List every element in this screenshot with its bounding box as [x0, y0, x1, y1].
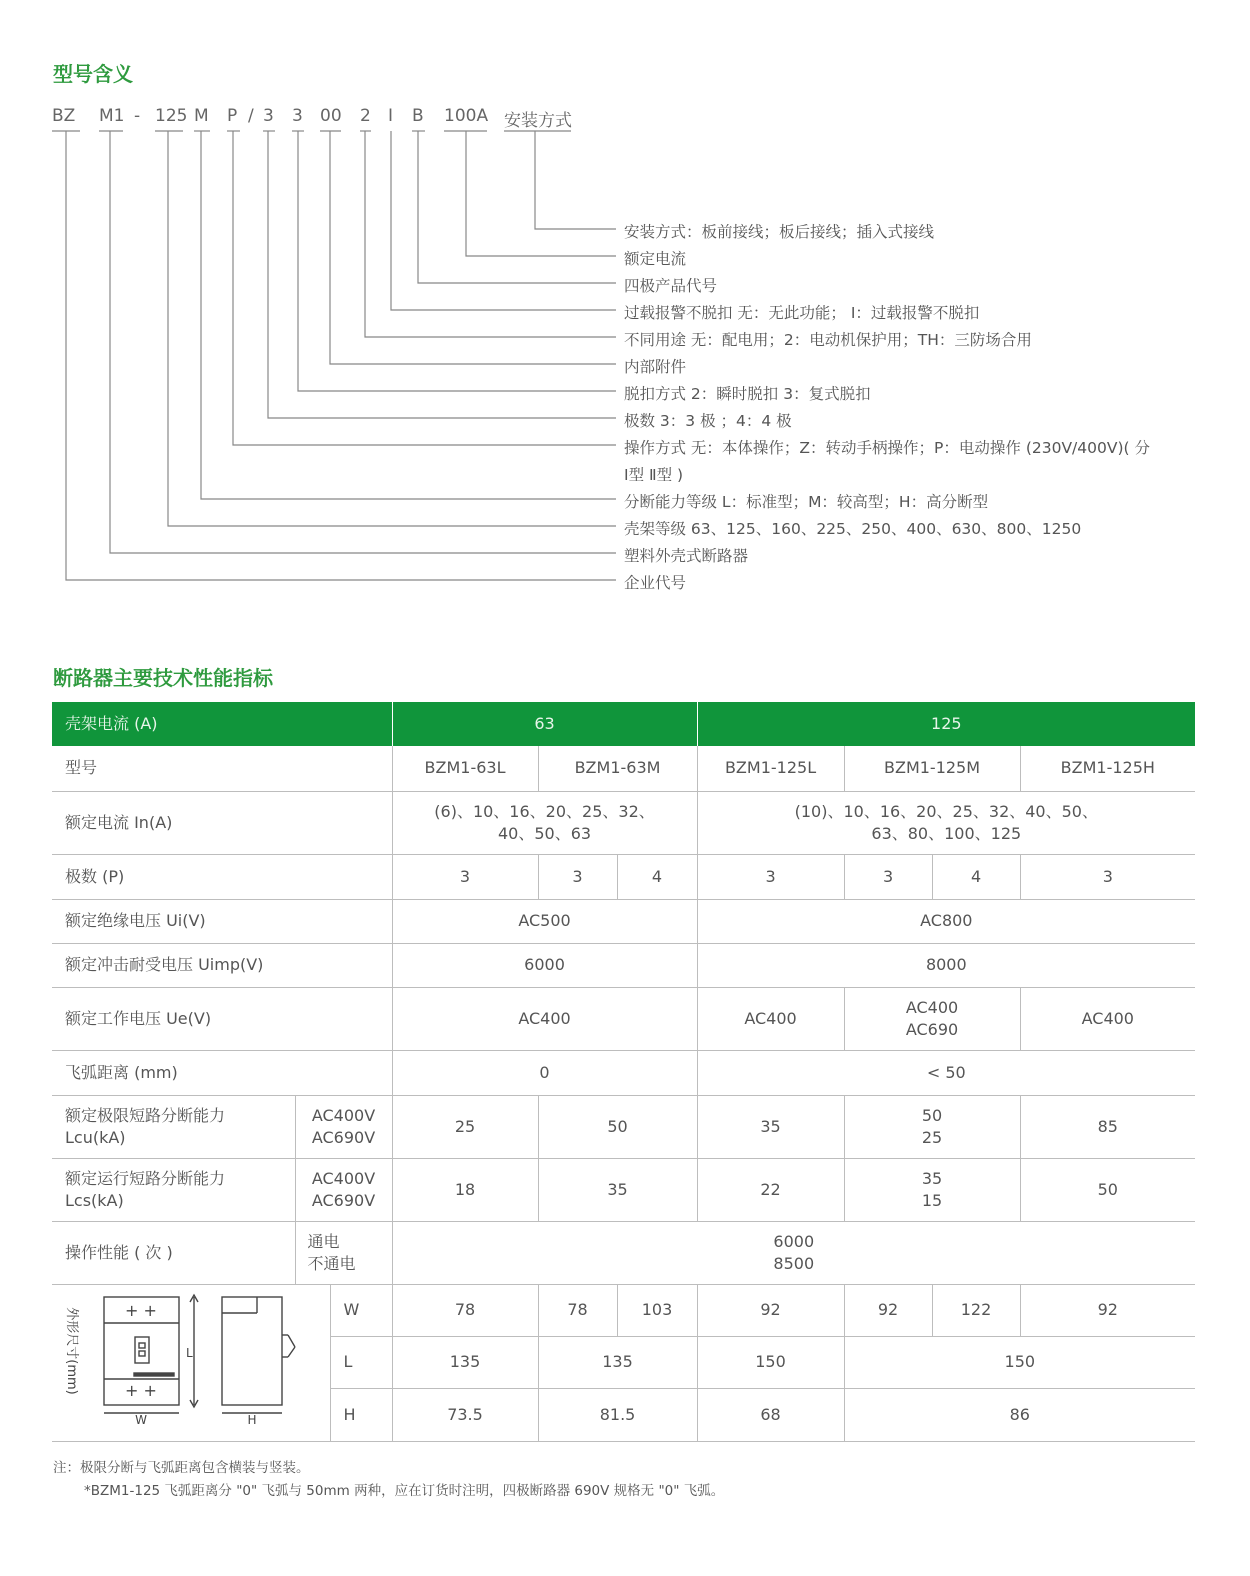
spec-table-title: 断路器主要技术性能指标 — [53, 666, 273, 690]
dim-h-63l: 73.5 — [392, 1389, 538, 1441]
lcu-125m-400: 50 — [921, 1105, 943, 1125]
poles-125m-3: 3 — [844, 854, 932, 899]
lcu-125h: 85 — [1020, 1095, 1195, 1158]
dim-w-63m-3: 78 — [538, 1284, 617, 1336]
code-part-bz: BZ — [52, 106, 76, 126]
rated-current-125-line2: 63、80、100、125 — [871, 823, 1022, 843]
desc-rated-current: 额定电流 — [624, 250, 687, 268]
uimp-label: 额定冲击耐受电压 Uimp(V) — [52, 943, 392, 987]
poles-label: 极数 (P) — [52, 854, 392, 899]
ue-label: 额定工作电压 Ue(V) — [52, 987, 392, 1050]
lcs-125l: 22 — [697, 1158, 844, 1221]
rated-current-63-line1: (6)、10、16、20、25、32、 — [434, 801, 655, 821]
ui-row — [52, 899, 1195, 943]
desc-company-code: 企业代号 — [624, 574, 687, 592]
code-part-b: B — [412, 106, 424, 126]
lcs-label-line2: Lcs(kA) — [65, 1190, 124, 1210]
poles-125l: 3 — [697, 854, 844, 899]
desc-usage: 不同用途 无：配电用；2：电动机保护用；TH：三防场合用 — [624, 331, 1032, 349]
dim-h-63m: 81.5 — [538, 1389, 697, 1441]
model-63m: BZM1-63M — [538, 746, 697, 791]
desc-internal-accessories: 内部附件 — [624, 358, 687, 376]
dimension-label: 外形尺寸(mm) — [64, 1306, 79, 1395]
ue-row — [52, 987, 1195, 1050]
ue-125m — [844, 987, 1020, 1050]
spec-table — [52, 702, 1195, 1442]
dim-w-125h: 92 — [1020, 1284, 1195, 1336]
uimp-125: 8000 — [697, 943, 1195, 987]
lcs-row — [52, 1158, 1195, 1221]
note-line-2: *BZM1-125 飞弧距离分 "0" 飞弧与 50mm 两种，应在订货时注明，四极断路器 690V 规格无 "0" 飞弧。 — [84, 1483, 725, 1499]
bottom-terminals-mark: + + — [125, 1380, 157, 1400]
ops-sub-powered: 通电 — [307, 1231, 340, 1251]
dim-w-row — [52, 1284, 1195, 1336]
ue-125m-line2: AC690 — [905, 1019, 959, 1039]
arc-row — [52, 1050, 1195, 1095]
dim-l-63m: 135 — [538, 1336, 697, 1388]
ue-125h: AC400 — [1020, 987, 1195, 1050]
code-part-125: 125 — [155, 106, 188, 126]
poles-63m-3: 3 — [538, 854, 617, 899]
code-part-p: P — [227, 106, 238, 126]
dimension-drawing-cell — [52, 1284, 330, 1441]
lcu-125m — [844, 1095, 1020, 1158]
dim-w-125m-3: 92 — [844, 1284, 932, 1336]
uimp-row — [52, 943, 1195, 987]
code-part-slash: / — [248, 106, 254, 126]
frame-125-header: 125 — [697, 702, 1195, 746]
rated-current-125 — [697, 791, 1195, 854]
code-part-2: 2 — [360, 106, 371, 126]
dim-h-125mh: 86 — [844, 1389, 1195, 1441]
model-row — [52, 746, 1195, 791]
frame-current-label: 壳架电流 (A) — [52, 702, 392, 746]
ue-63: AC400 — [392, 987, 697, 1050]
ui-label: 额定绝缘电压 Ui(V) — [52, 899, 392, 943]
lcs-63m: 35 — [538, 1158, 697, 1221]
lcs-63l: 18 — [392, 1158, 538, 1221]
rated-current-125-line1: (10)、10、16、20、25、32、40、50、 — [794, 801, 1098, 821]
ops-label: 操作性能 ( 次 ) — [52, 1221, 295, 1284]
dim-w-63m-4: 103 — [617, 1284, 697, 1336]
model-125l: BZM1-125L — [697, 746, 844, 791]
lcs-voltage-400: AC400V — [311, 1168, 376, 1188]
rated-current-63-line2: 40、50、63 — [497, 823, 592, 843]
lcu-125l: 35 — [697, 1095, 844, 1158]
note-line-1: 注：极限分断与飞弧距离包含横装与竖装。 — [53, 1460, 310, 1476]
rated-current-63 — [392, 791, 697, 854]
top-terminals-mark: + + — [125, 1300, 157, 1320]
lcu-label-line2: Lcu(kA) — [65, 1127, 126, 1147]
frame-63-header: 63 — [392, 702, 697, 746]
dim-h-label: H — [330, 1389, 392, 1441]
lcs-125m-400: 35 — [921, 1168, 943, 1188]
dim-h-125l: 68 — [697, 1389, 844, 1441]
poles-125h: 3 — [1020, 854, 1195, 899]
lcu-voltage-690: AC690V — [311, 1127, 376, 1147]
model-125m: BZM1-125M — [844, 746, 1020, 791]
dim-l-125l: 150 — [697, 1336, 844, 1388]
dim-w-125l: 92 — [697, 1284, 844, 1336]
dimension-drawing — [52, 1285, 330, 1435]
desc-trip-method: 脱扣方式 2：瞬时脱扣 3：复式脱扣 — [624, 385, 871, 403]
desc-frame-grade: 壳架等级 63、125、160、225、250、400、630、800、1250 — [624, 520, 1082, 538]
ue-125l: AC400 — [697, 987, 844, 1050]
lcu-label — [52, 1095, 295, 1158]
code-part-3b: 3 — [292, 106, 303, 126]
desc-poles: 极数 3：3 极 ；4：4 极 — [624, 412, 792, 430]
lcs-voltage — [295, 1158, 392, 1221]
code-part-00: 00 — [320, 106, 342, 126]
code-part-m1: M1 — [99, 106, 125, 126]
rated-current-row — [52, 791, 1195, 854]
desc-mccb: 塑料外壳式断路器 — [624, 547, 749, 565]
ui-63: AC500 — [392, 899, 697, 943]
ops-sub-unpowered: 不通电 — [307, 1253, 356, 1273]
code-part-dash: - — [134, 106, 141, 126]
desc-operation-mode-cont: Ⅰ型 Ⅱ型 ) — [624, 466, 684, 484]
dim-l-125mh: 150 — [844, 1336, 1195, 1388]
desc-operation-mode: 操作方式 无：本体操作；Z：转动手柄操作；P：电动操作 (230V/400V)( 分 — [624, 439, 1150, 457]
drawing-w-mark: W — [135, 1412, 147, 1427]
model-label: 型号 — [52, 746, 392, 791]
code-part-100a: 100A — [444, 106, 489, 126]
lcu-voltage-400: AC400V — [311, 1105, 376, 1125]
arc-125: < 50 — [697, 1050, 1195, 1095]
lcs-125h: 50 — [1020, 1158, 1195, 1221]
lcu-63m: 50 — [538, 1095, 697, 1158]
poles-63l: 3 — [392, 854, 538, 899]
desc-overload-alarm: 过载报警不脱扣 无：无此功能； Ⅰ：过载报警不脱扣 — [624, 304, 980, 322]
model-63l: BZM1-63L — [392, 746, 538, 791]
ui-125: AC800 — [697, 899, 1195, 943]
lcu-63l: 25 — [392, 1095, 538, 1158]
lcu-voltage — [295, 1095, 392, 1158]
arc-63: 0 — [392, 1050, 697, 1095]
lcu-row — [52, 1095, 1195, 1158]
code-part-3a: 3 — [263, 106, 274, 126]
dim-w-label: W — [330, 1284, 392, 1336]
lcs-label — [52, 1158, 295, 1221]
lcu-label-line1: 额定极限短路分断能力 — [65, 1105, 226, 1125]
drawing-l-mark: L — [186, 1345, 193, 1360]
ops-value-powered: 6000 — [773, 1231, 815, 1251]
lcu-125m-690: 25 — [921, 1127, 943, 1147]
handle-icon — [135, 1337, 149, 1363]
ops-sub — [295, 1221, 392, 1284]
poles-63m-4: 4 — [617, 854, 697, 899]
lcs-125m-690: 15 — [921, 1190, 943, 1210]
poles-row — [52, 854, 1195, 899]
drawing-h-mark: H — [247, 1412, 257, 1427]
code-part-m: M — [194, 106, 209, 126]
code-part-i: I — [388, 106, 394, 126]
desc-install-method: 安装方式：板前接线；板后接线；插入式接线 — [624, 223, 935, 241]
rated-current-label: 额定电流 In(A) — [52, 791, 392, 854]
ops-values — [392, 1221, 1195, 1284]
ops-value-unpowered: 8500 — [773, 1253, 815, 1273]
lcs-label-line1: 额定运行短路分断能力 — [65, 1168, 226, 1188]
desc-four-pole-code: 四极产品代号 — [624, 277, 718, 295]
dim-w-63l: 78 — [392, 1284, 538, 1336]
model-125h: BZM1-125H — [1020, 746, 1195, 791]
model-meaning-title: 型号含义 — [53, 62, 133, 86]
ue-125m-line1: AC400 — [905, 997, 959, 1017]
dim-w-125m-4: 122 — [932, 1284, 1020, 1336]
uimp-63: 6000 — [392, 943, 697, 987]
poles-125m-4: 4 — [932, 854, 1020, 899]
lcs-125m — [844, 1158, 1020, 1221]
desc-breaking-class: 分断能力等级 L：标准型；M：较高型；H：高分断型 — [624, 493, 989, 511]
dim-l-label: L — [330, 1336, 392, 1388]
dim-l-63l: 135 — [392, 1336, 538, 1388]
ops-row — [52, 1221, 1195, 1284]
code-part-install: 安装方式 — [504, 111, 572, 131]
header-row — [52, 702, 1195, 746]
lcs-voltage-690: AC690V — [311, 1190, 376, 1210]
arc-label: 飞弧距离 (mm) — [52, 1050, 392, 1095]
